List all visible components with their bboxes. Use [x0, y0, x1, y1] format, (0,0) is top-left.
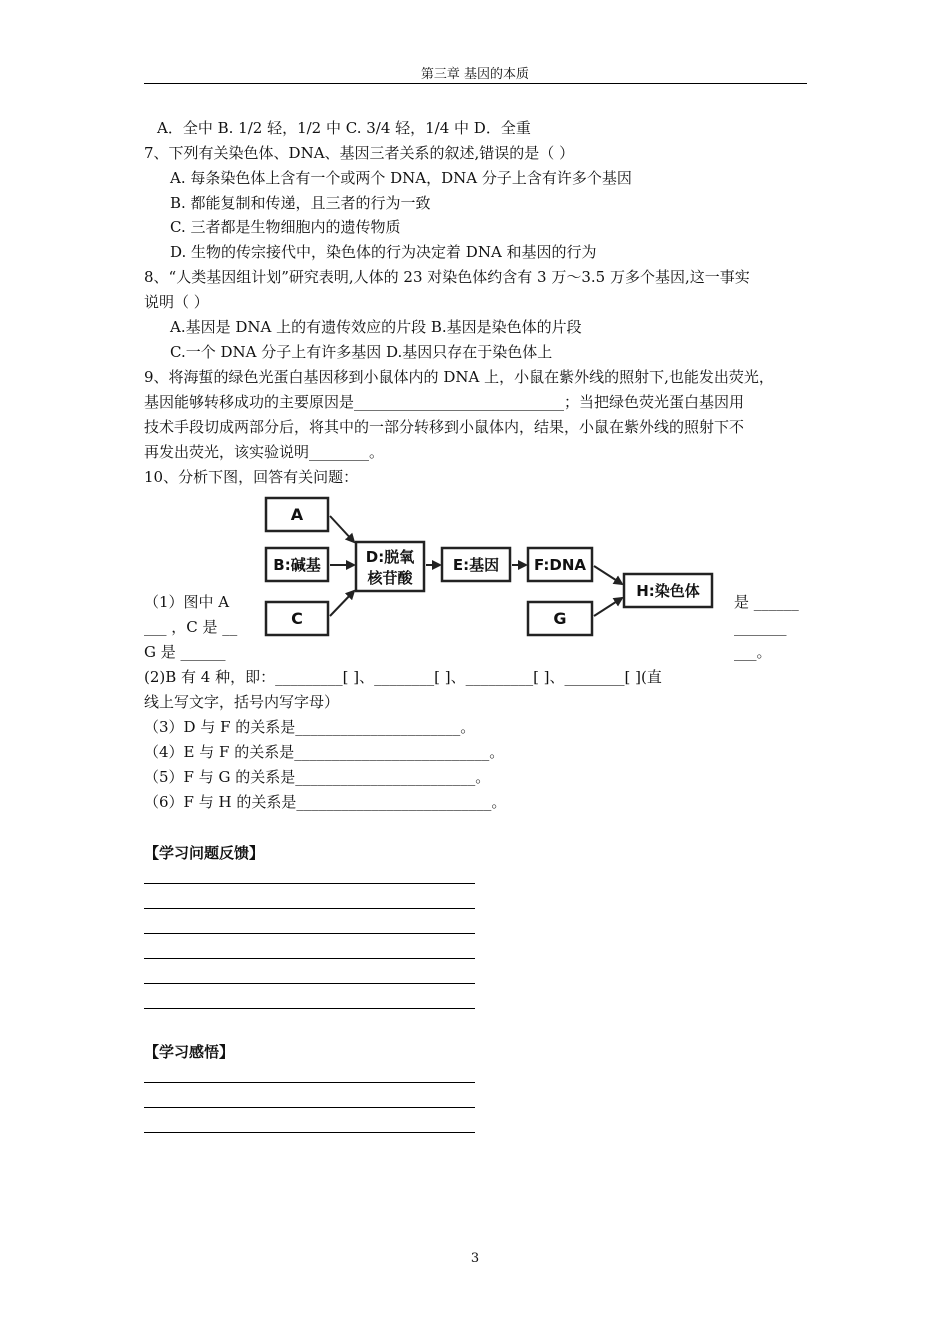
q9-line3: 技术手段切成两部分后，将其中的一部分转移到小鼠体内，结果，小鼠在紫外线的照射下不 [144, 418, 745, 436]
q10-3: （3）D 与 F 的关系是______________________。 [144, 718, 476, 736]
page-number: 3 [470, 1251, 480, 1266]
label-c: C [291, 609, 303, 628]
q7-option-a: A. 每条染色体上含有一个或两个 DNA，DNA 分子上含有许多个基因 [170, 169, 632, 187]
label-a: A [290, 505, 304, 524]
arrow-g-h [594, 598, 622, 616]
label-g: G [553, 609, 567, 628]
q10-6: （6）F 与 H 的关系是__________________________。 [144, 793, 507, 811]
label-e: E:基因 [452, 556, 500, 574]
q10-2-line2: 线上写文字，括号内写字母） [144, 693, 340, 711]
label-b: B:碱基 [273, 556, 321, 574]
header-rule [144, 83, 807, 84]
feedback-line[interactable] [144, 983, 475, 984]
q10-1-right-line1: 是 ______ [734, 593, 799, 611]
label-d-line1: D:脱氧 [365, 548, 415, 566]
arrow-c-d [330, 591, 354, 616]
label-h: H:染色体 [636, 582, 700, 600]
q10-4: （4）E 与 F 的关系是__________________________。 [144, 743, 505, 761]
q7-option-b: B. 都能复制和传递，且三者的行为一致 [170, 194, 431, 212]
insight-title: 【学习感悟】 [144, 1043, 235, 1061]
q7-option-d: D. 生物的传宗接代中，染色体的行为决定着 DNA 和基因的行为 [170, 243, 597, 261]
q7-stem: 7、下列有关染色体、DNA、基因三者关系的叙述,错误的是（ ） [144, 144, 575, 162]
feedback-line[interactable] [144, 1008, 475, 1009]
q10-5: （5）F 与 G 的关系是________________________。 [144, 768, 491, 786]
page-header-title: 第三章 基因的本质 [420, 67, 530, 82]
feedback-line[interactable] [144, 883, 475, 884]
q10-1-left-line2: ___ ，C 是 __ [144, 618, 238, 636]
arrow-a-d [330, 516, 354, 542]
q9-line2: 基因能够转移成功的主要原因是____________________________；当把绿色荧光蛋白基因用 [144, 393, 745, 411]
q8-options-ab: A.基因是 DNA 上的有遗传效应的片段 B.基因是染色体的片段 [170, 318, 582, 336]
gene-relationship-diagram [262, 494, 722, 640]
q8-stem-line2: 说明（ ） [144, 293, 209, 311]
q10-1-right-line3: ___。 [734, 643, 772, 661]
feedback-line[interactable] [144, 933, 475, 934]
insight-line[interactable] [144, 1107, 475, 1108]
arrow-f-h [594, 566, 622, 584]
label-f: F:DNA [533, 556, 587, 574]
q10-1-left-line3: G 是 ______ [144, 643, 226, 661]
q8-options-cd: C.一个 DNA 分子上有许多基因 D.基因只存在于染色体上 [170, 343, 553, 361]
feedback-line[interactable] [144, 958, 475, 959]
q9-line1: 9、将海蜇的绿色光蛋白基因移到小鼠体内的 DNA 上，小鼠在紫外线的照射下,也能发出荧光， [144, 368, 774, 386]
q6-options: A．全中 B. 1/2 轻，1/2 中 C. 3/4 轻，1/4 中 D．全重 [157, 119, 531, 137]
q8-stem-line1: 8、“人类基因组计划”研究表明,人体的 23 对染色体约含有 3 万～3.5 万多个基因,这一事实 [144, 268, 750, 286]
q10-1-left-line1: （1）图中 A [144, 593, 230, 611]
q10-1-right-line2: _______ [734, 618, 787, 636]
q9-line4: 再发出荧光，该实验说明________。 [144, 443, 385, 461]
q10-stem: 10、分析下图，回答有关问题： [144, 468, 359, 486]
insight-line[interactable] [144, 1082, 475, 1083]
q10-2-line1: (2)B 有 4 种，即：_________[ ]、________[ ]、_________[ ]、________[ ](直 [144, 668, 662, 686]
feedback-line[interactable] [144, 908, 475, 909]
q7-option-c: C. 三者都是生物细胞内的遗传物质 [170, 218, 401, 236]
label-d-line2: 核苷酸 [367, 569, 413, 587]
insight-line[interactable] [144, 1132, 475, 1133]
feedback-title: 【学习问题反馈】 [144, 844, 265, 862]
